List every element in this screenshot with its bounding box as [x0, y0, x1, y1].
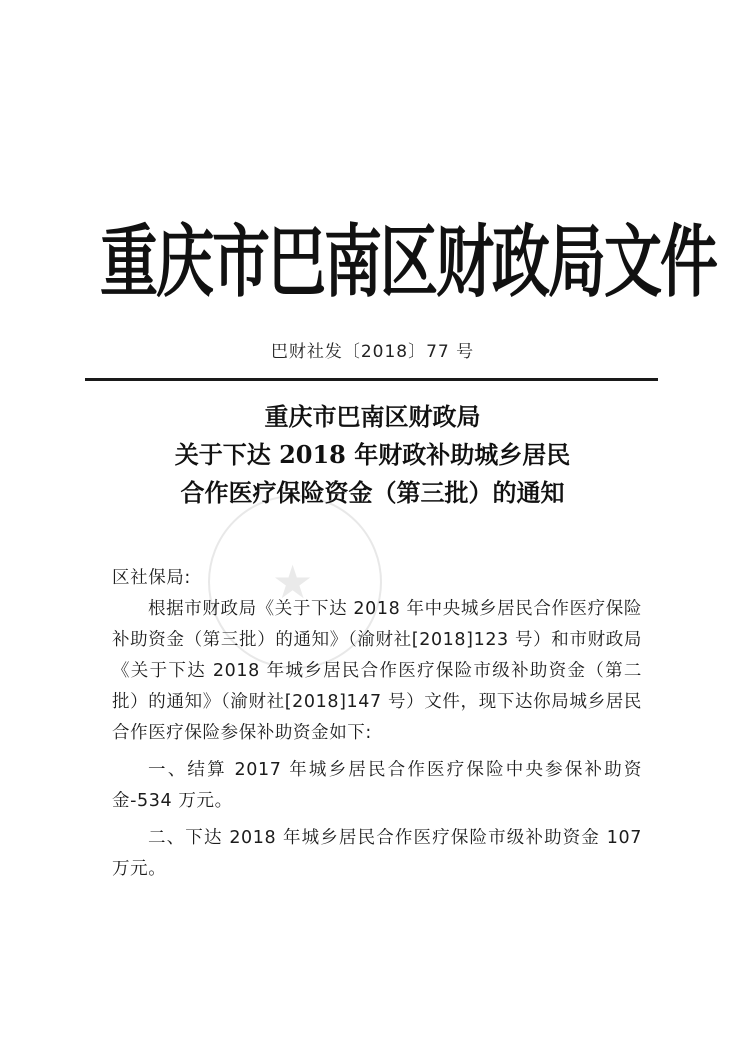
document-number: 巴财社发〔2018〕77 号: [270, 342, 475, 362]
salutation: 区社保局:: [112, 568, 191, 588]
body-item-2: 二、下达 2018 年城乡居民合作医疗保险市级补助资金 107 万元。: [112, 828, 642, 879]
notice-title-line-1: 重庆市巴南区财政局: [264, 402, 481, 431]
body-paragraph-1: 根据市财政局《关于下达 2018 年中央城乡居民合作医疗保险补助资金（第三批）的通知》（渝财社[2018]123 号）和市财政局《关于下达 2018 年城乡居民合作医疗保险市级补助资金（第二批）的通知》（渝财社[2018]147 号）文件，现下达你局城乡居民合作医疗保险参保补助资金如下:: [112, 599, 642, 743]
notice-title: [0, 398, 745, 512]
notice-title-line-2: 关于下达 2018 年财政补助城乡居民: [174, 440, 571, 469]
body-item-1: 一、结算 2017 年城乡居民合作医疗保险中央参保补助资金-534 万元。: [112, 760, 642, 811]
header-divider: [85, 378, 658, 381]
notice-title-line-3: 合作医疗保险资金（第三批）的通知: [180, 478, 565, 507]
document-header-title: 重庆市巴南区财政局文件: [100, 216, 717, 308]
notice-body: [112, 563, 642, 885]
seal-star-icon: ★: [272, 555, 314, 609]
